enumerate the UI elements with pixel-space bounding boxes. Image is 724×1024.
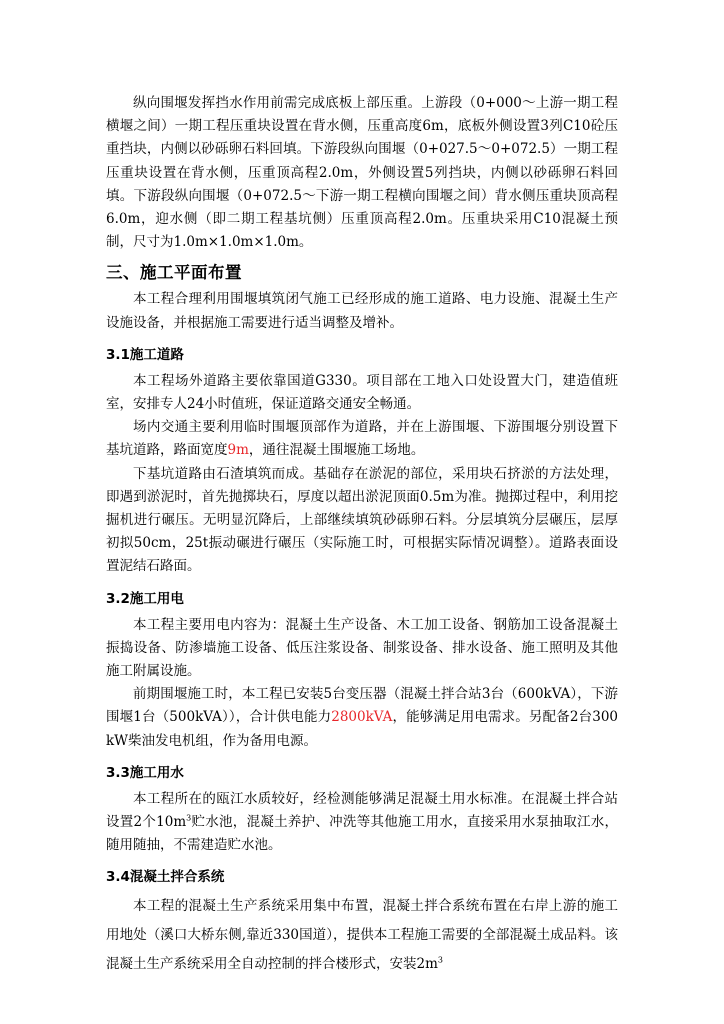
superscript: 3 (437, 955, 443, 965)
text-run: 前期围堰施工时，本工程已安装5台变压器（混凝土拌合站3台（600kVA），下游围堰1台（500kVA）），合计供电能力 (106, 686, 618, 726)
section-3-4-heading: 3.4混凝土拌合系统 (106, 869, 225, 886)
section-3-1-paragraph-1: 本工程场外道路主要依靠国道G330。项目部在工地入口处设置大门，建造值班室，安排专人24小时值班，保证道路交通安全畅通。 (106, 372, 618, 413)
superscript: 3 (186, 813, 192, 823)
section-3-1-paragraph-3: 下基坑道路由石渣填筑而成。基础存在淤泥的部位，采用块石挤淤的方法处理，即遇到淤泥时，首先抛掷块石，厚度以超出淤泥顶面0.5m为准。抛掷过程中，利用挖掘机进行碾压。无明显沉降后，上部继续填筑砂砾卵石料。分层填筑分层碾压，层厚初拟50cm，25t振动碾进行碾压（实际施工时，可根据实际情况调整）。道路表面设置泥结石路面。 (106, 465, 618, 575)
highlighted-value: 9m (227, 442, 249, 459)
section-3-4-paragraph-1 (106, 892, 618, 979)
paragraph-intro: 纵向围堰发挥挡水作用前需完成底板上部压重。上游段（0+000～上游一期工程横堰之间）一期工程压重块设置在背水侧，压重高度6m，底板外侧设置3列C10砼压重挡块，内侧以砂砾卵石料回填。下游段纵向围堰（0+027.5～0+072.5）一期工程压重块设置在背水侧，压重顶高程2.0m，外侧设置5列挡块，内侧以砂砾卵石料回填。下游段纵向围堰（0+072.5～下游一期工程横向围堰之间）背水侧压重块顶高程6.0m，迎水侧（即二期工程基坑侧）压重顶高程2.0m。压重块采用C10混凝土预制，尺寸为1.0m×1.0m×1.0m。 (106, 95, 618, 251)
section-3-1-heading: 3.1施工道路 (106, 346, 184, 363)
section-3-3-paragraph-1 (106, 788, 618, 858)
section-3-2-heading: 3.2施工用电 (106, 590, 184, 607)
section-3-1-paragraph-2 (106, 416, 618, 462)
text-run: 本工程的混凝土生产系统采用集中布置，混凝土拌合系统布置在右岸上游的施工用地处（溪口大桥东侧,靠近330国道），提供本工程施工需要的全部混凝土成品料。该混凝土生产系统采用全自动控制的拌合楼形式，安装2m (106, 898, 618, 973)
section-3-intro: 本工程合理利用围堰填筑闭气施工已经形成的施工道路、电力设施、混凝土生产设施设备，并根据施工需要进行适当调整及增补。 (106, 291, 618, 331)
text-run: 本工程所在的瓯江水质较好，经检测能够满足混凝土用水标准。在混凝土拌合站设置2个10m (106, 790, 618, 831)
section-3-2-paragraph-1: 本工程主要用电内容为：混凝土生产设备、木工加工设备、钢筋加工设备混凝土振捣设备、防渗墙施工设备、低压注浆设备、制浆设备、排水设备、施工照明及其他施工附属设施。 (106, 616, 618, 680)
section-3-heading: 三、施工平面布置 (106, 263, 242, 283)
text-run: 贮水池，混凝土养护、冲洗等其他施工用水，直接采用水泵抽取江水，随用随抽，不需建造贮水池。 (106, 814, 618, 854)
highlighted-value: 2800kVA (331, 709, 393, 726)
section-3-3-heading: 3.3施工用水 (106, 764, 184, 781)
text-run: 场内交通主要利用临时围堰顶部作为道路，并在上游围堰、下游围堰分别设置下基坑道路，路面宽度 (106, 419, 618, 459)
document-page (106, 92, 618, 979)
text-run: ，通往混凝土围堰施工场地。 (248, 442, 425, 459)
section-3-2-paragraph-2 (106, 683, 618, 753)
text-run: ，能够满足用电需求。另配备2台300kW柴油发电机组，作为备用电源。 (106, 709, 618, 749)
